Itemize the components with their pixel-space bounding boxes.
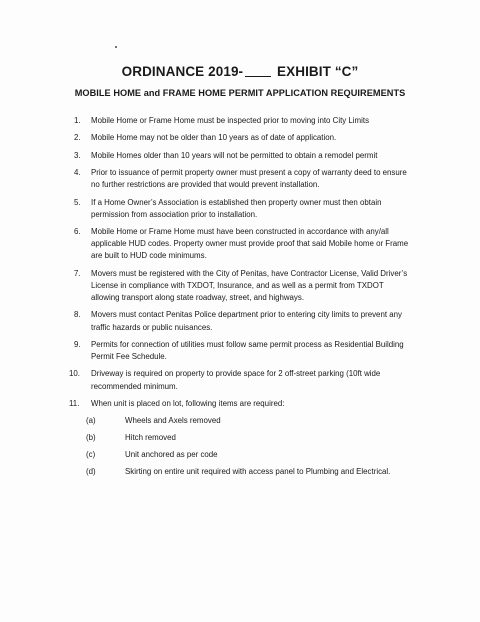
item-number: 4. (74, 168, 81, 178)
title-prefix: ORDINANCE 2019- (121, 64, 244, 79)
requirement-item (74, 339, 414, 363)
requirement-item (69, 398, 414, 479)
subitem-text: Unit anchored as per code (125, 450, 218, 460)
scan-speck (115, 46, 117, 48)
item-number: 2. (74, 133, 81, 143)
item-number: 8. (74, 310, 81, 320)
title-suffix: EXHIBIT “C” (277, 64, 359, 79)
item-text: Driveway is required on property to provide space for 2 off-street parking (10ft wide recommended minimum. (91, 369, 381, 391)
requirement-item (74, 226, 414, 262)
item-number: 10. (69, 369, 80, 379)
item-text: Mobile Home or Frame Home must be inspected prior to moving into City Limits (91, 116, 370, 125)
subitem-letter: (a) (86, 416, 96, 425)
requirement-item (74, 197, 414, 221)
requirement-subitem (86, 432, 414, 444)
requirement-item (74, 167, 414, 191)
item-text: Mobile Homes older than 10 years will not be permitted to obtain a remodel permit (91, 150, 378, 160)
subitem-letter: (c) (86, 450, 96, 460)
item-number: 11. (69, 398, 80, 408)
item-text: Permits for connection of utilities must follow same permit process as Residential Building Permit Fee Schedule. (91, 339, 404, 361)
item-text: When unit is placed on lot, following items are required: (91, 398, 285, 408)
subitem-letter: (d) (86, 467, 96, 477)
item-number: 6. (74, 227, 81, 237)
document-title (0, 64, 480, 79)
requirement-item (74, 309, 414, 333)
subitem-text: Hitch removed (125, 433, 176, 443)
item-text: If a Home Owner’s Association is established then property owner must then obtain permission from association prior to installation. (91, 197, 382, 219)
requirements-list (69, 115, 414, 484)
requirement-item (74, 150, 414, 162)
subitem-text: Skirting on entire unit required with access panel to Plumbing and Electrical. (125, 467, 391, 477)
requirement-subitem (86, 466, 414, 478)
document-subtitle: MOBILE HOME and FRAME HOME PERMIT APPLICATION REQUIREMENTS (74, 88, 406, 98)
item-text: Movers must be registered with the City of Penitas, have Contractor License, Valid Driver’s License in compliance with TXDOT, Insurance, and as well as a permit from TXDOT allowing transport along state roadway, street, and highways. (91, 268, 408, 302)
item-number: 1. (74, 116, 81, 125)
requirement-item (74, 268, 414, 304)
item-number: 5. (74, 197, 81, 207)
requirement-item (69, 368, 414, 392)
item-number: 3. (74, 150, 81, 160)
item-text: Mobile Home may not be older than 10 years as of date of application. (91, 133, 337, 143)
item-text: Movers must contact Penitas Police department prior to entering city limits to prevent any traffic hazards or public nuisances. (91, 310, 402, 332)
subitem-letter: (b) (86, 433, 96, 443)
item-number: 9. (74, 339, 81, 349)
requirement-subitem (86, 415, 414, 427)
requirement-subitem (86, 449, 414, 461)
item-number: 7. (74, 268, 81, 278)
requirement-item (74, 115, 414, 127)
item-text: Mobile Home or Frame Home must have been constructed in accordance with any/all applicable HUD codes. Property owner must provide proof that said Mobile home or Frame are built to HUD code minimums. (91, 227, 409, 261)
title-blank-line (245, 76, 271, 77)
subitem-text: Wheels and Axels removed (125, 416, 221, 425)
item-text: Prior to issuance of permit property owner must present a copy of warranty deed to ensure no further restrictions are provided that would prevent installation. (91, 168, 407, 190)
requirement-item (74, 132, 414, 144)
